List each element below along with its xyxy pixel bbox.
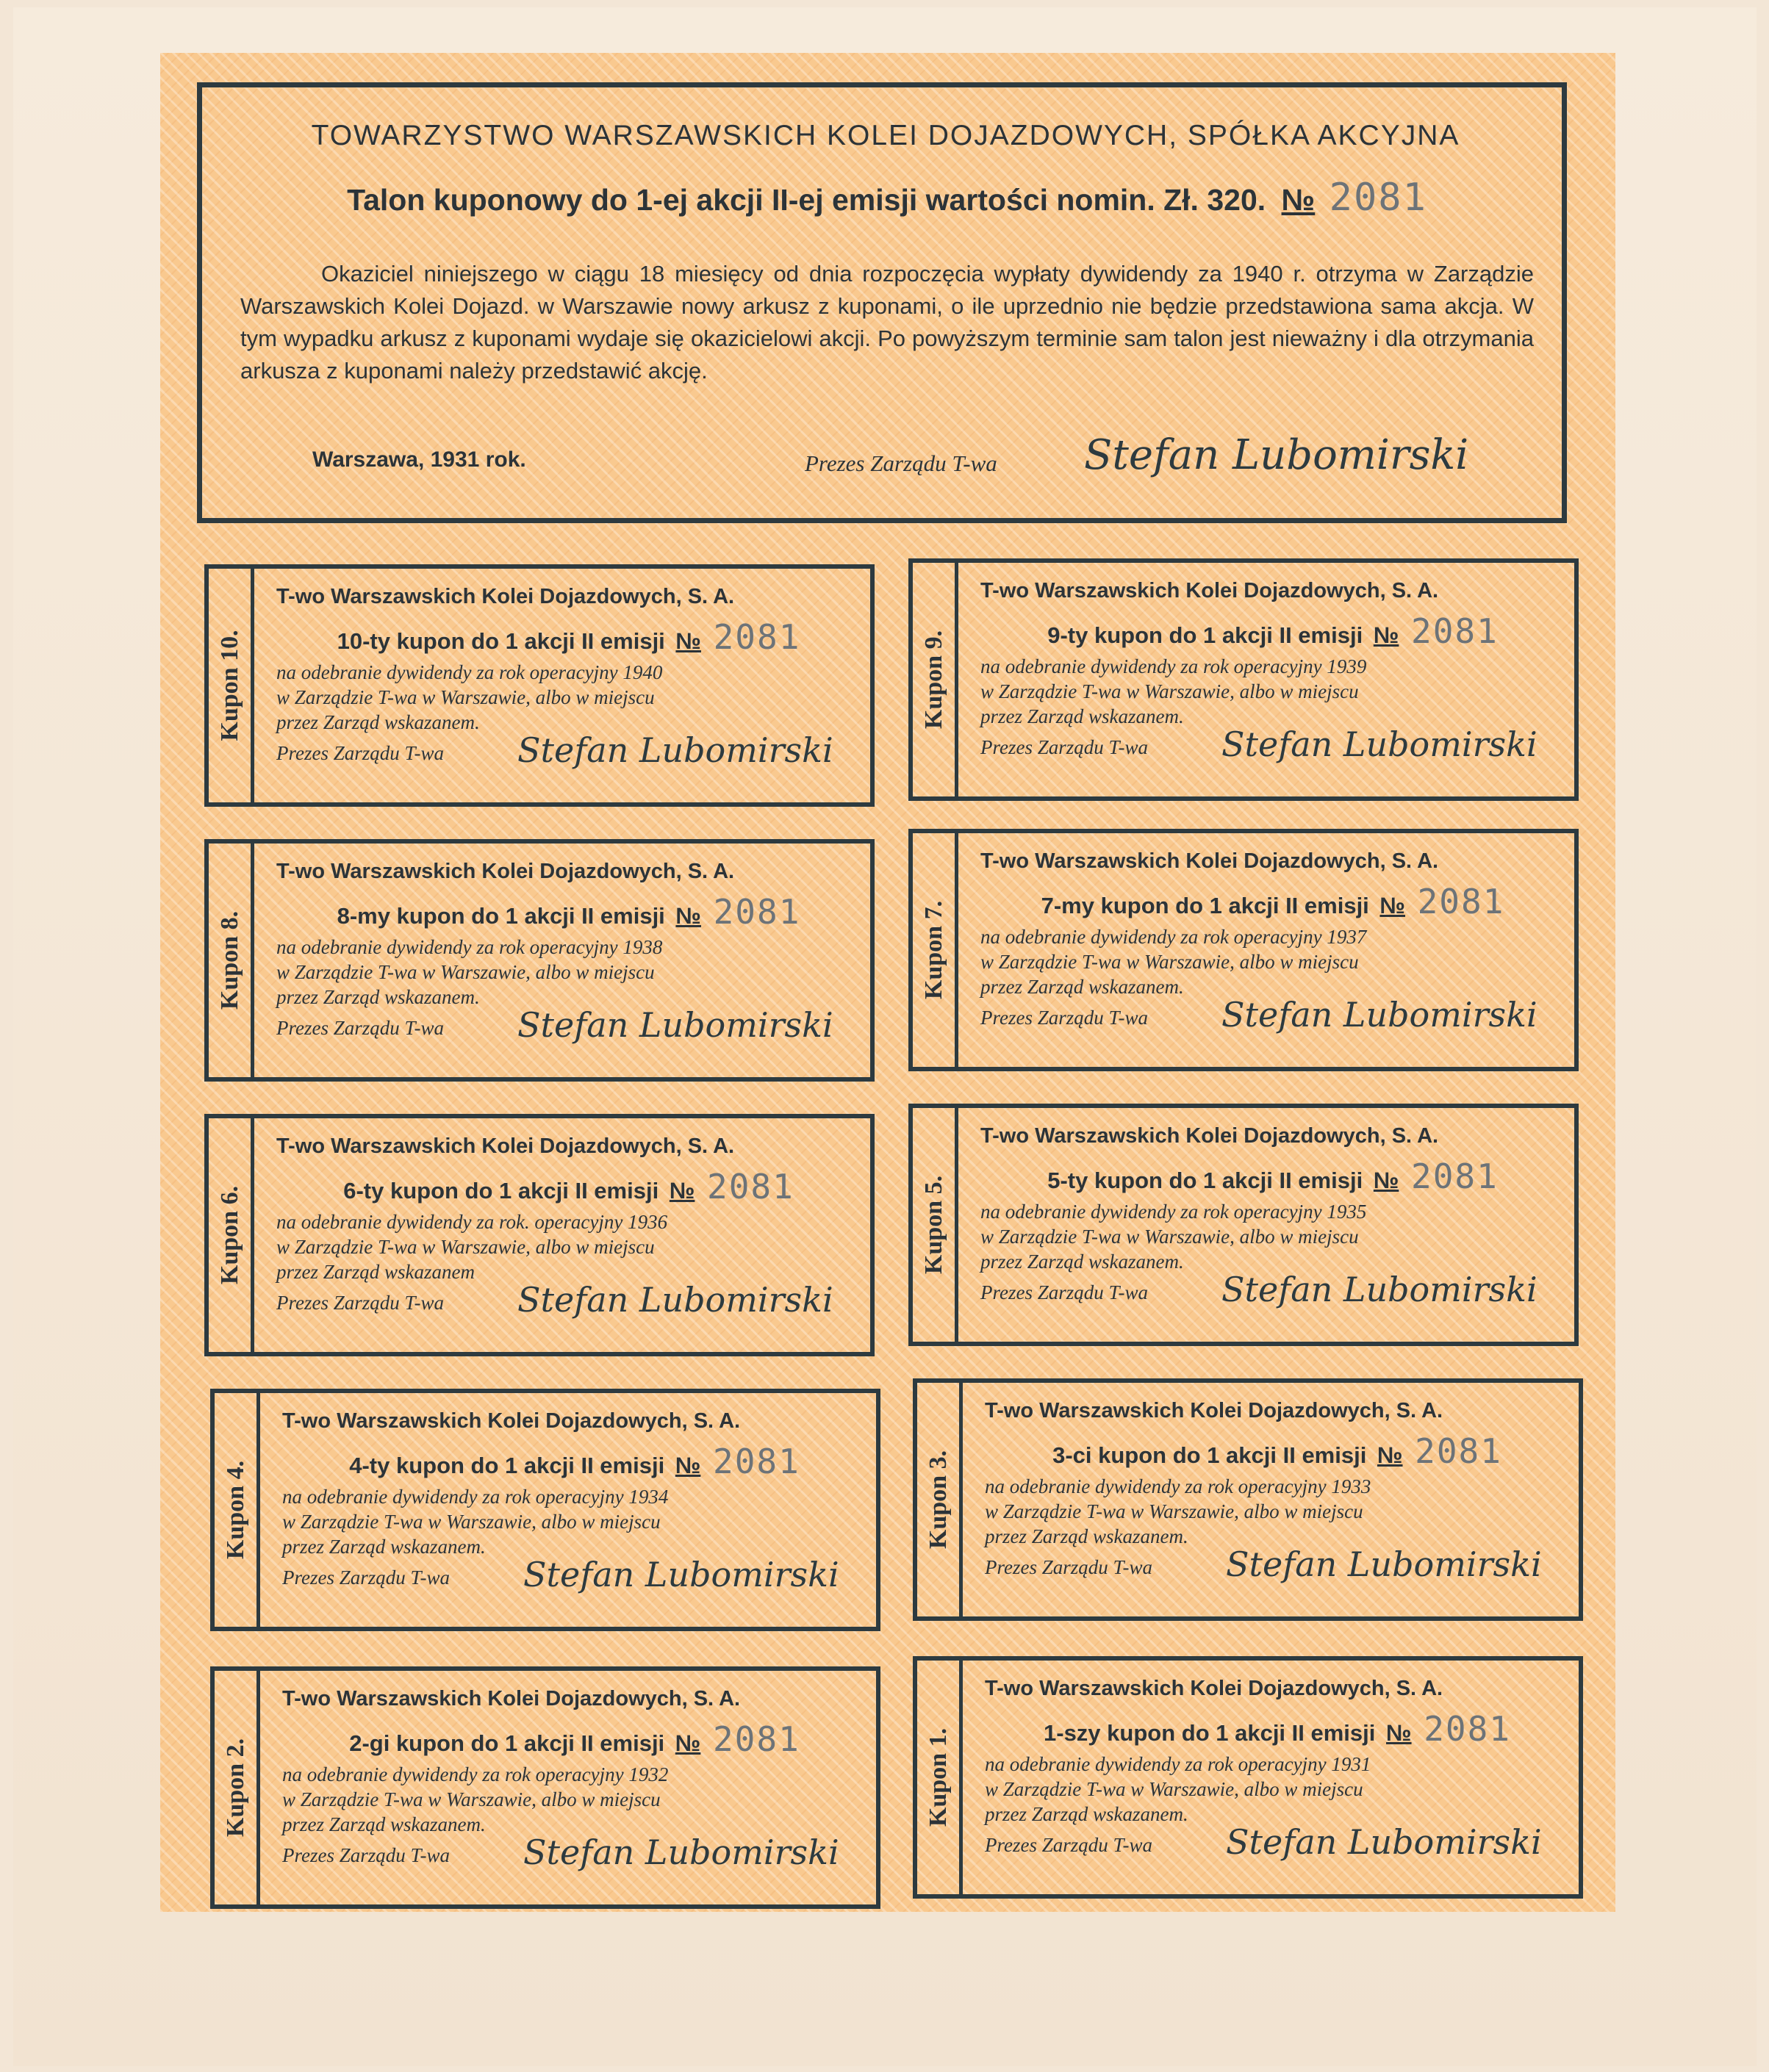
coupon-signature: Stefan Lubomirski	[1221, 995, 1537, 1035]
coupon-text-line: w Zarządzie T-wa w Warszawie, albo w miejscu	[276, 961, 655, 983]
coupon	[204, 1114, 875, 1356]
coupon-text-line: w Zarządzie T-wa w Warszawie, albo w miejscu	[980, 680, 1359, 702]
coupon-number-label: №	[675, 1453, 701, 1478]
talon-body-text: Okaziciel niniejszego w ciągu 18 miesięcy od dnia rozpoczęcia wypłaty dywidendy za 1940 r. otrzyma w Zarządzie Warszawskich Kolei Dojazd. w Warszawie nowy arkusz z kuponami, o ile uprzednio nie będzie przedstawiona sama akcja. W tym wypadku arkusz z kuponami wydaje się okazicielowi akcji. Po powyższym terminie sam talon jest nieważny i dla otrzymania arkusza z kuponami należy przedstawić akcję.	[240, 261, 1534, 384]
coupon-signature: Stefan Lubomirski	[1221, 1270, 1537, 1309]
coupon-title	[983, 1709, 1571, 1749]
coupon-serial-number: 2081	[712, 1719, 800, 1759]
coupon-title	[979, 1156, 1567, 1196]
coupon-signature: Stefan Lubomirski	[1226, 1822, 1542, 1862]
coupon-text-line: w Zarządzie T-wa w Warszawie, albo w miejscu	[985, 1778, 1363, 1800]
coupon-title-text: 5-ty kupon do 1 akcji II emisji	[1047, 1168, 1363, 1193]
coupon-text-line: przez Zarząd wskazanem.	[985, 1803, 1188, 1825]
coupon-company: T-wo Warszawskich Kolei Dojazdowych, S. A.	[980, 579, 1439, 602]
coupon-company: T-wo Warszawskich Kolei Dojazdowych, S. A.	[980, 1124, 1439, 1148]
coupon-text-line: w Zarządzie T-wa w Warszawie, albo w miejscu	[282, 1788, 661, 1810]
coupon-text	[282, 1484, 863, 1559]
coupon-text-line: w Zarządzie T-wa w Warszawie, albo w miejscu	[282, 1511, 661, 1533]
coupon-text	[276, 1209, 857, 1284]
coupon-number-label: №	[675, 628, 701, 654]
coupon-text-line: na odebranie dywidendy za rok operacyjny 1935	[980, 1201, 1367, 1223]
coupon-president-label: Prezes Zarządu T-wa	[980, 736, 1149, 758]
coupon	[210, 1666, 880, 1909]
coupon-serial-number: 2081	[1415, 1431, 1502, 1471]
coupon-serial-number: 2081	[713, 617, 801, 657]
coupon-text-line: w Zarządzie T-wa w Warszawie, albo w miejscu	[980, 951, 1359, 973]
coupon-text-line: przez Zarząd wskazanem.	[985, 1525, 1188, 1547]
coupon-text-line: w Zarządzie T-wa w Warszawie, albo w miejscu	[276, 686, 655, 708]
coupon-president-label: Prezes Zarządu T-wa	[276, 1017, 445, 1039]
coupon-company: T-wo Warszawskich Kolei Dojazdowych, S. A.	[985, 1677, 1443, 1700]
coupon-title-text: 6-ty kupon do 1 akcji II emisji	[343, 1178, 659, 1204]
coupon-text-line: przez Zarząd wskazanem.	[282, 1813, 486, 1835]
coupon-side-label: Kupon 9.	[919, 630, 947, 730]
coupon-signature: Stefan Lubomirski	[517, 1280, 833, 1320]
coupon-title	[281, 1442, 869, 1481]
coupon-title	[275, 617, 863, 657]
coupon-text	[985, 1752, 1565, 1827]
coupon-text-line: na odebranie dywidendy za rok operacyjny 1940	[276, 661, 663, 683]
coupon-company: T-wo Warszawskich Kolei Dojazdowych, S. A.	[282, 1409, 741, 1433]
coupon-side-label-box	[917, 1661, 963, 1894]
coupon-text-line: przez Zarząd wskazanem.	[980, 976, 1184, 998]
coupon-text-line: na odebranie dywidendy za rok. operacyjny 1936	[276, 1211, 668, 1233]
coupon-serial-number: 2081	[1411, 611, 1499, 651]
coupon-serial-number: 2081	[1417, 882, 1505, 921]
coupon-signature: Stefan Lubomirski	[1221, 724, 1537, 764]
coupon-text	[985, 1474, 1565, 1549]
coupon-company: T-wo Warszawskich Kolei Dojazdowych, S. A.	[276, 860, 735, 883]
coupon-serial-number: 2081	[1411, 1156, 1499, 1196]
coupon-title-text: 4-ty kupon do 1 akcji II emisji	[349, 1453, 665, 1478]
coupon	[210, 1389, 880, 1631]
coupon-company: T-wo Warszawskich Kolei Dojazdowych, S. A.	[980, 849, 1439, 873]
coupon-president-label: Prezes Zarządu T-wa	[980, 1007, 1149, 1029]
coupon-text-line: na odebranie dywidendy za rok operacyjny 1939	[980, 655, 1367, 677]
coupon-text-line: przez Zarząd wskazanem.	[282, 1536, 486, 1558]
coupon-side-label: Kupon 10.	[215, 630, 243, 741]
coupon-title-text: 10-ty kupon do 1 akcji II emisji	[337, 628, 665, 654]
talon-place-date: Warszawa, 1931 rok.	[312, 447, 526, 472]
coupon-serial-number: 2081	[707, 1167, 794, 1206]
coupon-company: T-wo Warszawskich Kolei Dojazdowych, S. A.	[276, 1134, 735, 1158]
talon-title	[202, 176, 1572, 220]
coupon-side-label-box	[913, 833, 958, 1067]
coupon-company: T-wo Warszawskich Kolei Dojazdowych, S. A.	[985, 1399, 1443, 1422]
coupon-side-label-box	[209, 569, 254, 802]
coupon-text-line: przez Zarząd wskazanem.	[980, 705, 1184, 727]
coupon	[913, 1656, 1583, 1899]
coupon	[204, 839, 875, 1082]
coupon-title-text: 8-my kupon do 1 akcji II emisji	[337, 903, 665, 929]
coupon-text-line: w Zarządzie T-wa w Warszawie, albo w miejscu	[980, 1226, 1359, 1248]
coupon-text	[980, 654, 1561, 729]
talon-company-name: TOWARZYSTWO WARSZAWSKICH KOLEI DOJAZDOWYCH, SPÓŁKA AKCYJNA	[311, 120, 1460, 151]
coupon-signature: Stefan Lubomirski	[1226, 1544, 1542, 1584]
coupon-president-label: Prezes Zarządu T-wa	[980, 1281, 1149, 1303]
coupon-text-line: na odebranie dywidendy za rok operacyjny 1933	[985, 1475, 1371, 1497]
coupon-title-text: 7-my kupon do 1 akcji II emisji	[1041, 893, 1369, 918]
talon-box	[197, 82, 1567, 523]
coupon-side-label-box	[209, 1118, 254, 1352]
coupon-serial-number: 2081	[713, 892, 801, 932]
coupon-side-label-box	[917, 1383, 963, 1616]
coupon-side-label: Kupon 7.	[919, 900, 947, 1000]
coupon-side-label: Kupon 2.	[221, 1738, 249, 1838]
coupon-text-line: na odebranie dywidendy za rok operacyjny 1932	[282, 1763, 669, 1785]
coupon-text-line: w Zarządzie T-wa w Warszawie, albo w miejscu	[276, 1236, 655, 1258]
coupon	[204, 564, 875, 807]
coupon-number-label: №	[1379, 893, 1405, 918]
coupon-side-label-box	[913, 1108, 958, 1342]
coupon-text	[276, 660, 857, 735]
coupon-signature: Stefan Lubomirski	[523, 1555, 839, 1594]
coupon-side-label-box	[215, 1393, 260, 1627]
coupon-title-text: 1-szy kupon do 1 akcji II emisji	[1044, 1720, 1376, 1746]
coupon-number-label: №	[675, 1730, 701, 1756]
coupon-text	[980, 924, 1561, 999]
coupon-text	[276, 935, 857, 1010]
coupon-title	[281, 1719, 869, 1759]
coupon-president-label: Prezes Zarządu T-wa	[282, 1844, 451, 1866]
coupon-side-label: Kupon 3.	[924, 1450, 952, 1550]
talon-body	[240, 258, 1534, 387]
coupon-number-label: №	[1386, 1720, 1412, 1746]
coupon-text-line: na odebranie dywidendy za rok operacyjny 1937	[980, 926, 1367, 948]
coupon-signature: Stefan Lubomirski	[523, 1832, 839, 1872]
coupon-side-label: Kupon 5.	[919, 1175, 947, 1275]
coupon-president-label: Prezes Zarządu T-wa	[282, 1566, 451, 1589]
talon-title-text: Talon kuponowy do 1-ej akcji II-ej emisji wartości nomin. Zł. 320.	[347, 183, 1266, 217]
coupon	[908, 829, 1579, 1071]
coupon-text	[980, 1199, 1561, 1274]
talon-serial-number: 2081	[1329, 176, 1427, 220]
coupon-title-text: 3-ci kupon do 1 akcji II emisji	[1052, 1442, 1367, 1468]
coupon-side-label: Kupon 8.	[215, 910, 243, 1010]
coupon-side-label: Kupon 6.	[215, 1185, 243, 1285]
talon-number-label: №	[1281, 183, 1316, 217]
coupon	[908, 1104, 1579, 1346]
coupon-president-label: Prezes Zarządu T-wa	[985, 1556, 1153, 1578]
coupon-text-line: przez Zarząd wskazanem.	[276, 986, 480, 1008]
coupon-president-label: Prezes Zarządu T-wa	[276, 742, 445, 764]
coupon	[913, 1378, 1583, 1621]
coupon-serial-number: 2081	[713, 1442, 800, 1481]
coupon-signature: Stefan Lubomirski	[517, 730, 833, 770]
coupon-signature: Stefan Lubomirski	[517, 1005, 833, 1045]
coupon-title	[983, 1431, 1571, 1471]
talon-president-label: Prezes Zarządu T-wa	[805, 450, 997, 476]
coupon-side-label-box	[209, 843, 254, 1077]
coupon-text-line: w Zarządzie T-wa w Warszawie, albo w miejscu	[985, 1500, 1363, 1522]
coupon-number-label: №	[675, 903, 701, 929]
coupon-president-label: Prezes Zarządu T-wa	[985, 1834, 1153, 1856]
coupon-title	[275, 1167, 863, 1206]
talon-signature: Stefan Lubomirski	[1084, 431, 1469, 479]
coupon-text-line: na odebranie dywidendy za rok operacyjny 1934	[282, 1486, 669, 1508]
coupon-side-label: Kupon 1.	[924, 1727, 952, 1827]
coupon-text-line: na odebranie dywidendy za rok operacyjny 1931	[985, 1753, 1371, 1775]
coupon-title	[979, 882, 1567, 921]
coupon-number-label: №	[1373, 1168, 1399, 1193]
coupon-president-label: Prezes Zarządu T-wa	[276, 1292, 445, 1314]
coupon-serial-number: 2081	[1424, 1709, 1511, 1749]
coupon-text-line: przez Zarząd wskazanem.	[276, 711, 480, 733]
coupon-company: T-wo Warszawskich Kolei Dojazdowych, S. A.	[282, 1687, 741, 1711]
coupon-number-label: №	[669, 1178, 695, 1204]
coupon-title	[275, 892, 863, 932]
coupon	[908, 558, 1579, 801]
coupon-side-label: Kupon 4.	[221, 1460, 249, 1560]
coupon-text-line: przez Zarząd wskazanem.	[980, 1251, 1184, 1273]
coupon-text-line: na odebranie dywidendy za rok operacyjny 1938	[276, 936, 663, 958]
coupon-title-text: 9-ty kupon do 1 akcji II emisji	[1047, 622, 1363, 648]
coupon-number-label: №	[1373, 622, 1399, 648]
coupon-title	[979, 611, 1567, 651]
coupon-title-text: 2-gi kupon do 1 akcji II emisji	[349, 1730, 665, 1756]
coupon-side-label-box	[913, 563, 958, 796]
coupon-number-label: №	[1377, 1442, 1403, 1468]
coupon-side-label-box	[215, 1671, 260, 1904]
coupon-text	[282, 1762, 863, 1837]
coupon-text-line: przez Zarząd wskazanem	[276, 1261, 476, 1283]
coupon-company: T-wo Warszawskich Kolei Dojazdowych, S. A.	[276, 585, 735, 608]
